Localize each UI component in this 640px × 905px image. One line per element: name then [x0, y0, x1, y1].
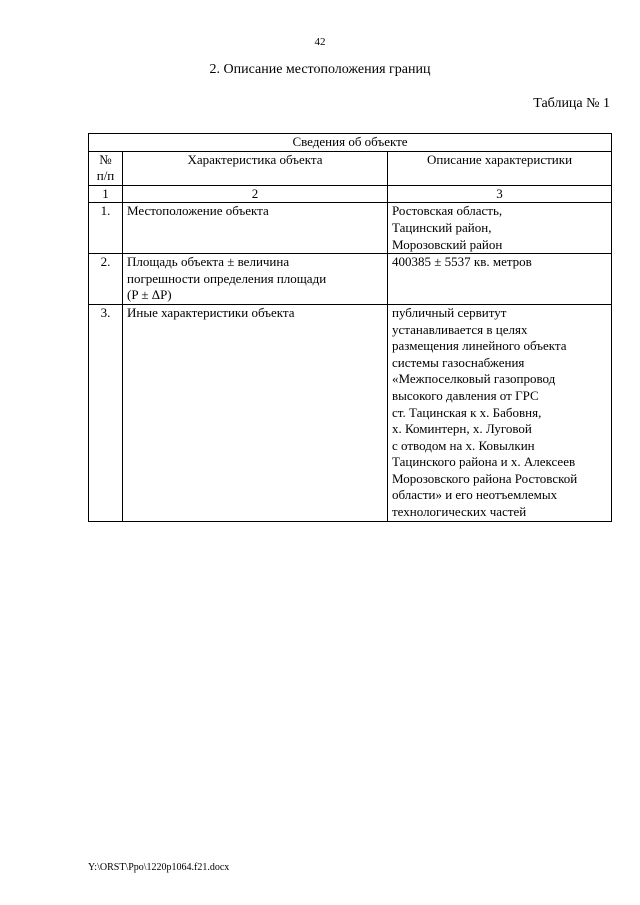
description-line: 400385 ± 5537 кв. метров — [392, 254, 532, 270]
description-line: устанавливается в целях — [392, 321, 528, 337]
characteristic-line: Иные характеристики объекта — [127, 304, 295, 320]
description-line: системы газоснабжения — [392, 354, 525, 370]
table-row — [89, 254, 612, 305]
column-number: 2 — [123, 185, 388, 203]
characteristic-line: Площадь объекта ± величина — [127, 254, 290, 270]
description-line: размещения линейного объекта — [392, 338, 567, 354]
table-body — [89, 203, 612, 521]
object-info-table — [88, 133, 612, 522]
header-characteristic: Характеристика объекта — [123, 151, 388, 185]
table-label: Таблица № 1 — [533, 96, 610, 111]
row-number: 3. — [89, 304, 123, 521]
table-header-row — [89, 151, 612, 185]
description-line: Тацинский район, — [392, 219, 492, 235]
row-characteristic — [123, 254, 388, 305]
row-description — [388, 304, 612, 521]
header-num-line1: № — [99, 151, 112, 167]
table-row — [89, 304, 612, 521]
description-line: Морозовский район — [392, 236, 503, 252]
row-description — [388, 254, 612, 305]
footer-file-path: Y:\ORST\Ppo\1220p1064.f21.docx — [88, 862, 230, 873]
row-number: 2. — [89, 254, 123, 305]
characteristic-line: Местоположение объекта — [127, 203, 269, 219]
page-number: 42 — [314, 36, 326, 48]
description-line: Морозовского района Ростовской — [392, 470, 578, 486]
description-line: ст. Тацинская к х. Бабовня, — [392, 404, 542, 420]
row-number: 1. — [89, 203, 123, 254]
row-description — [388, 203, 612, 254]
column-number: 3 — [388, 185, 612, 203]
table-row — [89, 203, 612, 254]
column-numbers-row — [89, 185, 612, 203]
table-caption-row — [89, 134, 612, 152]
header-num — [89, 151, 123, 185]
description-line: высокого давления от ГРС — [392, 387, 539, 403]
description-line: Ростовская область, — [392, 203, 503, 219]
column-number: 1 — [89, 185, 123, 203]
description-line: х. Коминтерн, х. Луговой — [392, 421, 532, 437]
description-line: технологических частей — [392, 504, 527, 520]
description-line: «Межпоселковый газопровод — [392, 371, 556, 387]
description-line: публичный сервитут — [392, 304, 507, 320]
table-caption: Сведения об объекте — [89, 134, 612, 152]
characteristic-line: погрешности определения площади — [127, 270, 327, 286]
description-line: Тацинского района и х. Алексеев — [392, 454, 576, 470]
row-characteristic — [123, 203, 388, 254]
section-title: 2. Описание местоположения границ — [209, 62, 431, 77]
characteristic-line: (P ± ΔP) — [127, 287, 172, 303]
description-line: с отводом на х. Ковылкин — [392, 437, 535, 453]
description-line: области» и его неотъемлемых — [392, 487, 558, 503]
row-characteristic — [123, 304, 388, 521]
header-description: Описание характеристики — [388, 151, 612, 185]
header-num-line2: п/п — [96, 168, 115, 184]
